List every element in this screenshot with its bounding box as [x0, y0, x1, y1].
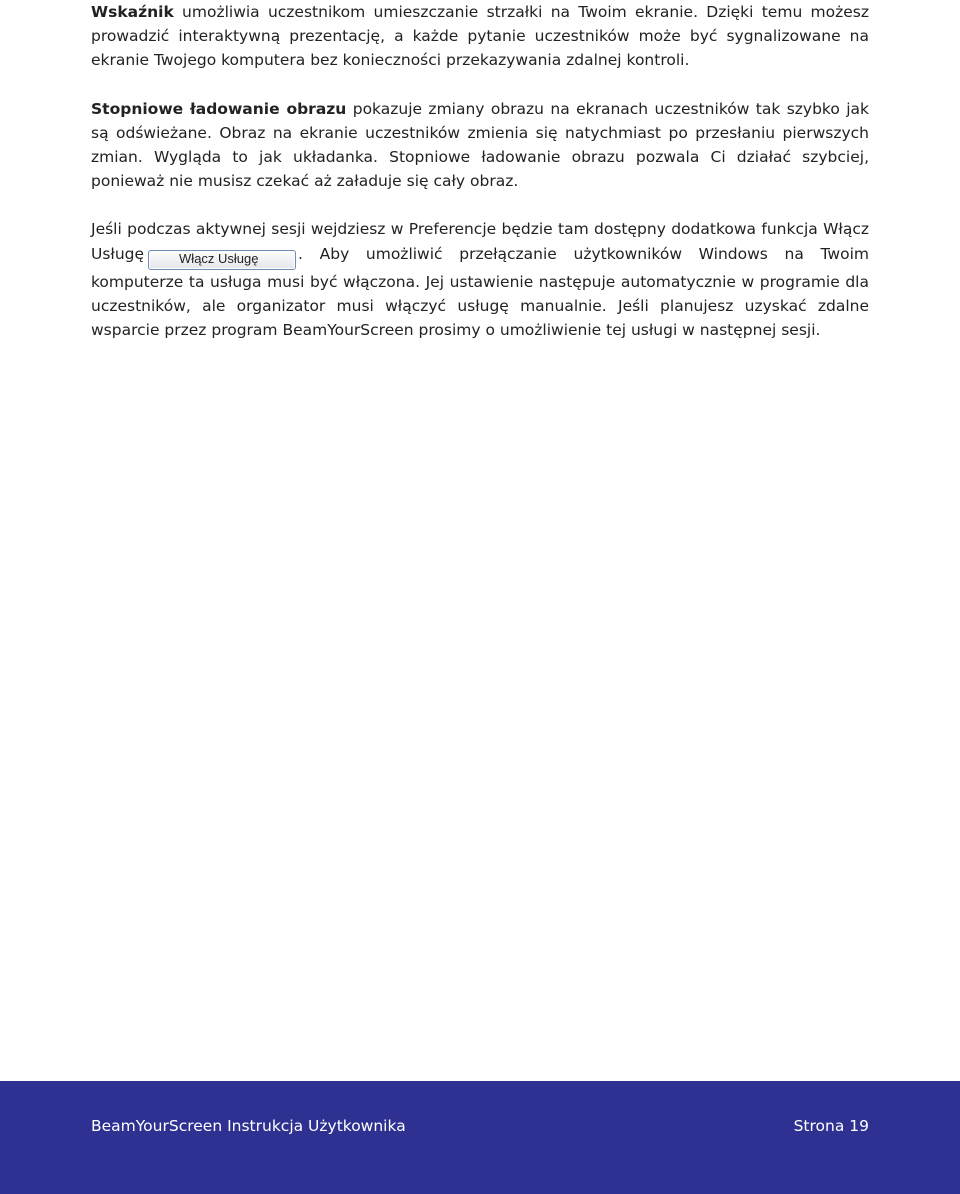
document-body	[91, 0, 869, 366]
paragraph-progressive-loading-text: pokazuje zmiany obrazu na ekranach uczestników tak szybko jak są odświeżane. Obraz na ekranie uczestników zmienia się natychmiast po przesłaniu pierwszych zmian. Wygląda to jak układanka. Stopniowe ładowanie obrazu pozwala Ci działać szybciej, ponieważ nie musisz czekać aż załaduje się cały obraz.	[91, 99, 869, 191]
footer-document-title: BeamYourScreen Instrukcja Użytkownika	[91, 1117, 406, 1135]
paragraph-pointer-text: umożliwia uczestnikom umieszczanie strzałki na Twoim ekranie. Dzięki temu możesz prowadzić interaktywną prezentację, a każde pytanie uczestników może być sygnalizowane na ekranie Twojego komputera bez konieczności przekazywania zdalnej kontroli.	[91, 3, 869, 70]
paragraph-progressive-loading	[91, 97, 869, 194]
page-footer	[0, 1081, 960, 1194]
enable-service-button[interactable]: Włącz Usługę	[148, 250, 296, 270]
paragraph-enable-service-text-after: . Aby umożliwić przełączanie użytkowników Windows na Twoim komputerze ta usługa musi być włączona. Jej ustawienie następuje automatycznie w programie dla uczestników, ale organizator musi włączyć usługę manualnie. Jeśli planujesz uzyskać zdalne wsparcie przez program BeamYourScreen prosimy o umożliwienie tej usługi w następnej sesji.	[91, 244, 869, 340]
paragraph-pointer	[91, 0, 869, 73]
term-progressive-loading: Stopniowe ładowanie obrazu	[91, 99, 347, 118]
paragraph-enable-service-text-before: Jeśli podczas aktywnej sesji wejdziesz w Preferencje będzie tam dostępny dodatkowa funkcja Włącz Usługę	[91, 220, 869, 263]
term-pointer: Wskaźnik	[91, 3, 174, 21]
paragraph-enable-service	[91, 217, 869, 342]
footer-page-number: Strona 19	[793, 1117, 869, 1135]
